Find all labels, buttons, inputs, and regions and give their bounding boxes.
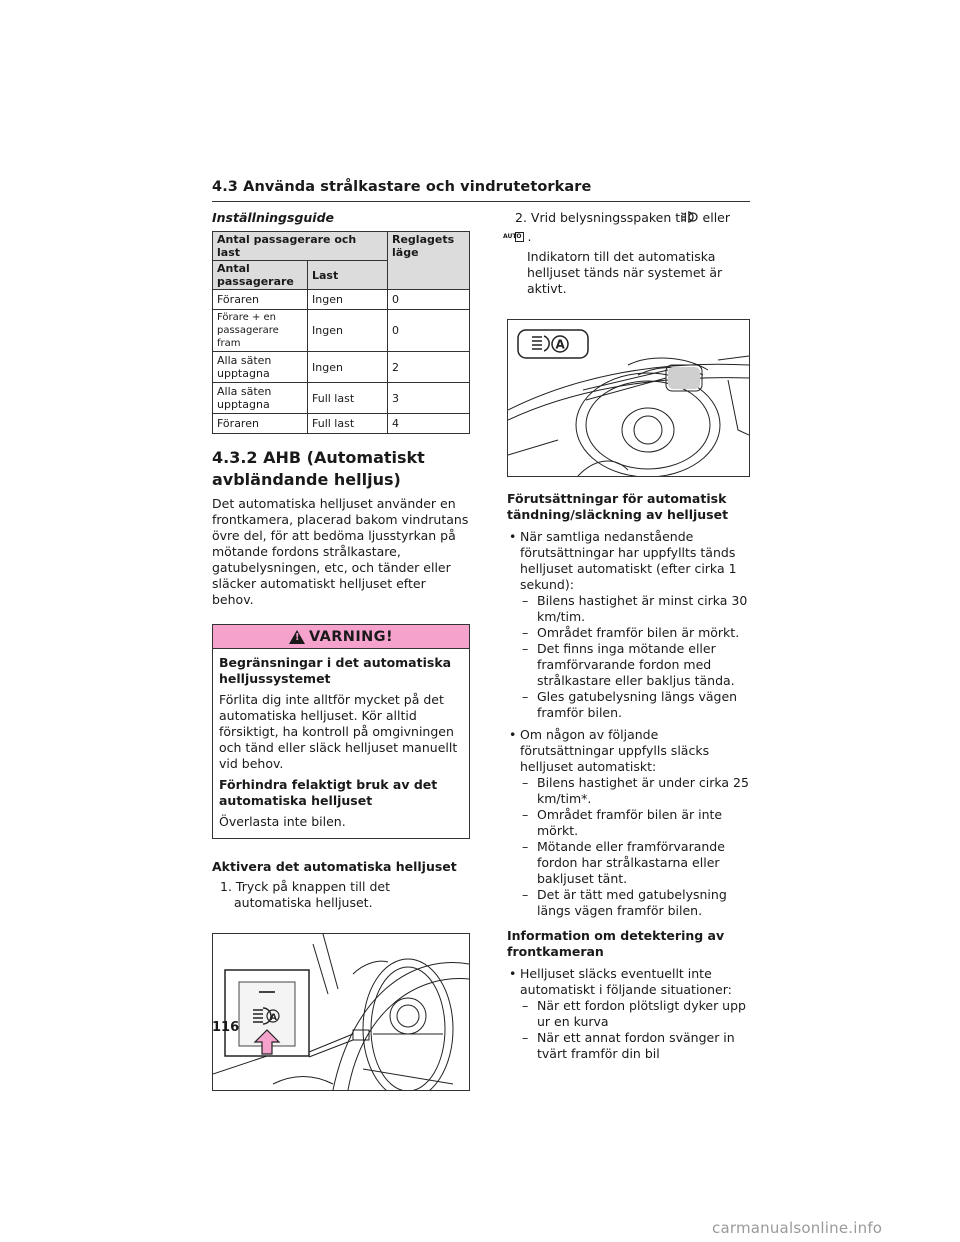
figure-ahb-button bbox=[212, 933, 470, 1091]
camera-intro: Helljuset släcks eventuellt inte automatiskt i följande situationer: bbox=[520, 965, 732, 997]
guide-heading: Inställningsguide bbox=[212, 210, 334, 225]
intro-paragraph: Det automatiska helljuset använder en frontkamera, placerad bakom vindrutans övre del, för att bedöma ljusstyrkan på mötande fordons strålkastare, gatubelysningen, etc, och tänder eller släcker automatiskt helljuset efter behov. bbox=[212, 496, 469, 607]
table-cell: Full last bbox=[308, 383, 388, 414]
list-item: – Bilens hastighet är under cirka 25 km/tim*. bbox=[507, 775, 750, 807]
list-item: – Det finns inga mötande eller framförvarande fordon med strålkastare eller bakljus tända. bbox=[507, 641, 750, 689]
table-cell: Ingen bbox=[308, 310, 388, 352]
step-2-auto-line bbox=[503, 228, 750, 245]
table-cell: Förare + en passagerare fram bbox=[213, 310, 308, 352]
section-title: 4.3.2 AHB (Automatiskt avbländande helljus) bbox=[212, 448, 425, 489]
conditions-list bbox=[507, 529, 750, 919]
list-item: – Området framför bilen är inte mörkt. bbox=[507, 807, 750, 839]
warning-subheading: Begränsningar i det automatiska helljussystemet bbox=[219, 655, 452, 686]
table-cell: Föraren bbox=[213, 414, 308, 434]
table-row bbox=[213, 414, 470, 434]
svg-text:A: A bbox=[270, 1013, 277, 1023]
step-2-period: . bbox=[527, 228, 532, 244]
col-group-header: Antal passagerare och last bbox=[213, 232, 388, 261]
conditions-heading: Förutsättningar för automatisk tändning/släckning av helljuset bbox=[507, 490, 729, 522]
table-cell: 0 bbox=[388, 310, 470, 352]
step-1: 1. Tryck på knappen till det automatiska helljuset. bbox=[220, 879, 390, 910]
activate-heading: Aktivera det automatiska helljuset bbox=[212, 859, 457, 874]
right-column bbox=[503, 210, 750, 1062]
table-cell: Alla säten upptagna bbox=[213, 383, 308, 414]
warning-box bbox=[212, 624, 470, 839]
table-cell: 4 bbox=[388, 414, 470, 434]
list-item: – När ett annat fordon svänger in tvärt framför din bil bbox=[507, 1030, 750, 1062]
off-intro: Om någon av följande förutsättningar uppfylls släcks helljuset automatiskt: bbox=[520, 726, 710, 774]
svg-text:A: A bbox=[555, 337, 565, 351]
col-load-header: Last bbox=[308, 261, 388, 290]
settings-guide-table bbox=[212, 231, 470, 434]
auto-icon: AUTO bbox=[503, 233, 522, 240]
table-cell: 0 bbox=[388, 290, 470, 310]
step-2-or: eller bbox=[702, 210, 730, 225]
section-intro bbox=[212, 496, 470, 608]
list-item: – Området framför bilen är mörkt. bbox=[507, 625, 750, 641]
warning-subheading: Förhindra felaktigt bruk av det automatiska helljuset bbox=[219, 777, 438, 808]
left-column bbox=[212, 210, 470, 1091]
warning-paragraph: Förlita dig inte alltför mycket på det automatiska helljuset. Kör alltid försiktigt, ha kontroll på omgivningen och tänd eller släck helljuset manuellt vid behov. bbox=[219, 692, 458, 771]
table-cell: Föraren bbox=[213, 290, 308, 310]
list-item: – Bilens hastighet är minst cirka 30 km/tim. bbox=[507, 593, 750, 625]
list-item bbox=[507, 529, 750, 721]
list-item: – Det är tätt med gatubelysning längs vägen framför bilen. bbox=[507, 887, 750, 919]
camera-situations bbox=[507, 998, 750, 1062]
list-item: – Mötande eller framförvarande fordon har strålkastarna eller bakljuset tänt. bbox=[507, 839, 750, 887]
page-number: 116 bbox=[212, 1020, 240, 1035]
step-2 bbox=[507, 210, 750, 227]
table-row bbox=[213, 310, 470, 352]
list-item: – När ett fordon plötsligt dyker upp ur en kurva bbox=[507, 998, 750, 1030]
table-row bbox=[213, 383, 470, 414]
page-header bbox=[212, 179, 750, 202]
warning-body bbox=[213, 649, 469, 838]
list-item bbox=[507, 966, 750, 1062]
list-item: – Gles gatubelysning längs vägen framför bilen. bbox=[507, 689, 750, 721]
instrument-cluster-illustration bbox=[508, 320, 749, 476]
figure-indicator bbox=[507, 319, 750, 477]
table-cell: Alla säten upptagna bbox=[213, 352, 308, 383]
table-cell: Ingen bbox=[308, 352, 388, 383]
camera-heading: Information om detektering av frontkameran bbox=[507, 927, 725, 959]
table-cell: 2 bbox=[388, 352, 470, 383]
warning-triangle-icon: ! bbox=[289, 630, 305, 644]
step-2-note: Indikatorn till det automatiska helljuset tänds när systemet är aktivt. bbox=[527, 248, 723, 296]
camera-list bbox=[507, 966, 750, 1062]
list-item bbox=[507, 727, 750, 919]
table-cell: Full last bbox=[308, 414, 388, 434]
header-rule bbox=[212, 201, 750, 202]
off-conditions bbox=[507, 775, 750, 919]
warning-header bbox=[213, 625, 469, 649]
step-2-text: 2. Vrid belysningsspaken till bbox=[515, 210, 691, 225]
chapter-title: 4.3 Använda strålkastare och vindrutetorkare bbox=[212, 179, 592, 195]
warning-paragraph: Överlasta inte bilen. bbox=[219, 814, 346, 829]
col-passengers-header: Antal passagerare bbox=[213, 261, 308, 290]
table-row bbox=[213, 290, 470, 310]
dashboard-button-illustration bbox=[213, 934, 469, 1090]
on-conditions bbox=[507, 593, 750, 721]
table-cell: Ingen bbox=[308, 290, 388, 310]
on-intro: När samtliga nedanstående förutsättningar har uppfyllts tänds helljuset automatiskt (efter cirka 1 sekund): bbox=[520, 528, 737, 592]
headlight-icon bbox=[695, 211, 699, 227]
table-row bbox=[213, 352, 470, 383]
col-position-header: Reglagets läge bbox=[388, 232, 470, 290]
table-cell: 3 bbox=[388, 383, 470, 414]
warning-label: VARNING! bbox=[308, 628, 393, 645]
watermark: carmanualsonline.info bbox=[712, 1219, 883, 1237]
